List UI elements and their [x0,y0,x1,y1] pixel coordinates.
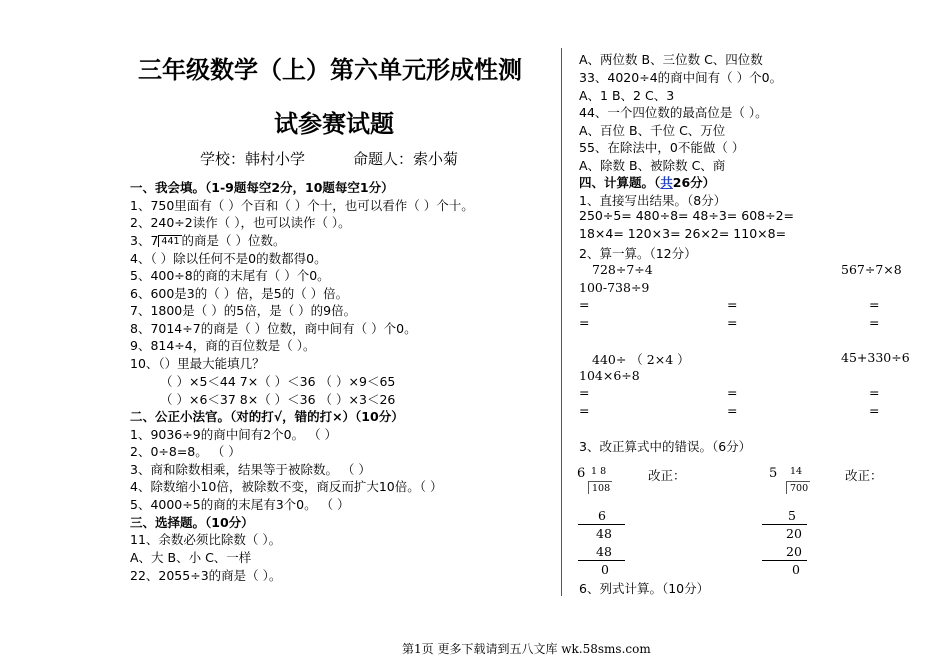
q3-22: 22、2055÷3的商是（ ）。 [130,568,282,583]
section2-heading: 二、公正小法官。（对的打√，错的打×）（10分） [130,409,404,424]
division-441: 441 [158,235,181,247]
q4-1-row2: 18×4= 120×3= 26×2= 110×8= [579,226,787,241]
q1-4: 4、（ ）除以任何不是0的数都得0。 [130,251,327,266]
q1-3-suffix: 的商是（ ）位数。 [181,233,286,248]
q1-7: 7、1800是（ ）的5倍，是（ ）的9倍。 [130,303,357,318]
eq-11: = [727,403,738,418]
q4-6-heading: 6、列式计算。（10分） [579,581,710,596]
q3-44: 44、一个四位数的最高位是（ ）。 [579,105,768,120]
calc1-b: 567÷7×8 [841,262,902,277]
err2-divisor: 5 [769,466,778,481]
err2-line1 [762,524,807,525]
q4-3-heading: 3、改正算式中的错误。（6分） [579,439,752,454]
err2-row2: 20 [786,526,802,541]
q1-9: 9、814÷4，商的百位数是（ ）。 [130,338,316,353]
err1-row3: 48 [596,544,612,559]
eq-3: = [869,297,880,312]
q3-11: 11、余数必须比除数（ ）。 [130,532,282,547]
eq-5: = [727,315,738,330]
author-label: 命题人：索小菊 [353,150,459,168]
eq-1: = [579,297,590,312]
q4-1-row1: 250÷5= 480÷8= 48÷3= 608÷2= [579,208,795,223]
err1-quotient: 1 8 [591,466,607,477]
column-divider [561,48,562,596]
err1-line2 [578,560,625,561]
eq-2: = [727,297,738,312]
eq-8: = [727,385,738,400]
q2-1: 1、9036÷9的商中间有2个0。 （ ） [130,427,338,442]
q1-10-row1: （ ）×5＜44 7×（ ）＜36 （ ）×9＜65 [160,374,396,389]
q1-1: 1、750里面有（ ）个百和（ ）个十，也可以看作（ ）个十。 [130,198,474,213]
err2-quotient: 14 [790,466,803,477]
eq-10: = [579,403,590,418]
q1-10-row2: （ ）×6＜37 8×（ ）＜36 （ ）×3＜26 [160,392,396,407]
section4-heading [579,173,715,191]
err2-dividend: 700 [786,481,810,494]
q3-11-options: A、大 B、小 C、一样 [130,550,252,565]
school-label: 学校：韩村小学 [200,150,306,168]
calc2-c: 104×6÷8 [579,368,640,383]
q2-4: 4、除数缩小10倍，被除数不变，商反而扩大10倍。（ ） [130,479,443,494]
calc2-b: 45+330÷6 [841,350,910,365]
q4-1-heading: 1、直接写出结果。（8分） [579,193,727,208]
section4-heading-blue: 共 [660,175,673,190]
q2-2: 2、0÷8=8。 （ ） [130,444,241,459]
q3-55-options: A、除数 B、被除数 C、商 [579,158,726,173]
err2-row4: 0 [792,562,800,577]
page-title-line1: 三年级数学（上）第六单元形成性测 [138,55,522,84]
q3-44-options: A、百位 B、千位 C、万位 [579,123,726,138]
q1-6: 6、600是3的（ ）倍，是5的（ ）倍。 [130,286,349,301]
eq-9: = [869,385,880,400]
q3-55: 55、在除法中，0不能做（ ） [579,140,745,155]
page-title-line2: 试参赛试题 [274,109,394,138]
err1-line1 [578,524,625,525]
err1-row4: 0 [601,562,609,577]
err1-divisor: 6 [577,466,586,481]
err2-line2 [762,560,807,561]
q4-2-heading: 2、算一算。（12分） [579,246,697,261]
err1-row2: 48 [596,526,612,541]
calc1-a: 728÷7÷4 [592,262,653,277]
q3-33: 33、4020÷4的商中间有（ ）个0。 [579,70,783,85]
calc1-c: 100-738÷9 [579,280,650,295]
q1-3-prefix: 3、7 [130,233,159,248]
eq-7: = [579,385,590,400]
calc2-a: 440÷ （ 2×4 ） [592,352,690,367]
err1-fix-label: 改正： [648,468,686,483]
q2-3: 3、商和除数相乘，结果等于被除数。 （ ） [130,462,371,477]
q1-10: 10、（）里最大能填几？ [130,356,265,371]
q1-3 [130,231,286,249]
err2-row3: 20 [786,544,802,559]
eq-12: = [869,403,880,418]
q3-33-options: A、1 B、2 C、3 [579,88,675,103]
err1-dividend: 108 [588,481,612,494]
section4-heading-pre: 四、计算题。（ [579,175,661,190]
section3-heading: 三、选择题。（10分） [130,515,254,530]
eq-6: = [869,315,880,330]
q1-2: 2、240÷2读作（ ），也可以读作（ ）。 [130,215,351,230]
err1-row1: 6 [598,508,606,523]
eq-4: = [579,315,590,330]
q1-5: 5、400÷8的商的末尾有（ ）个0。 [130,268,330,283]
section1-heading: 一、我会填。（1-9题每空2分，10题每空1分） [130,180,394,195]
err2-row1: 5 [788,508,796,523]
page-footer: 第1页 更多下载请到五八文库 wk.58sms.com [402,642,651,656]
err2-fix-label: 改正： [845,468,883,483]
q1-8: 8、7014÷7的商是（ ）位数，商中间有（ ）个0。 [130,321,417,336]
q2-5: 5、4000÷5的商的末尾有3个0。 （ ） [130,497,350,512]
q3-22-options: A、两位数 B、三位数 C、四位数 [579,52,763,67]
section4-heading-post: 26分） [672,175,716,190]
